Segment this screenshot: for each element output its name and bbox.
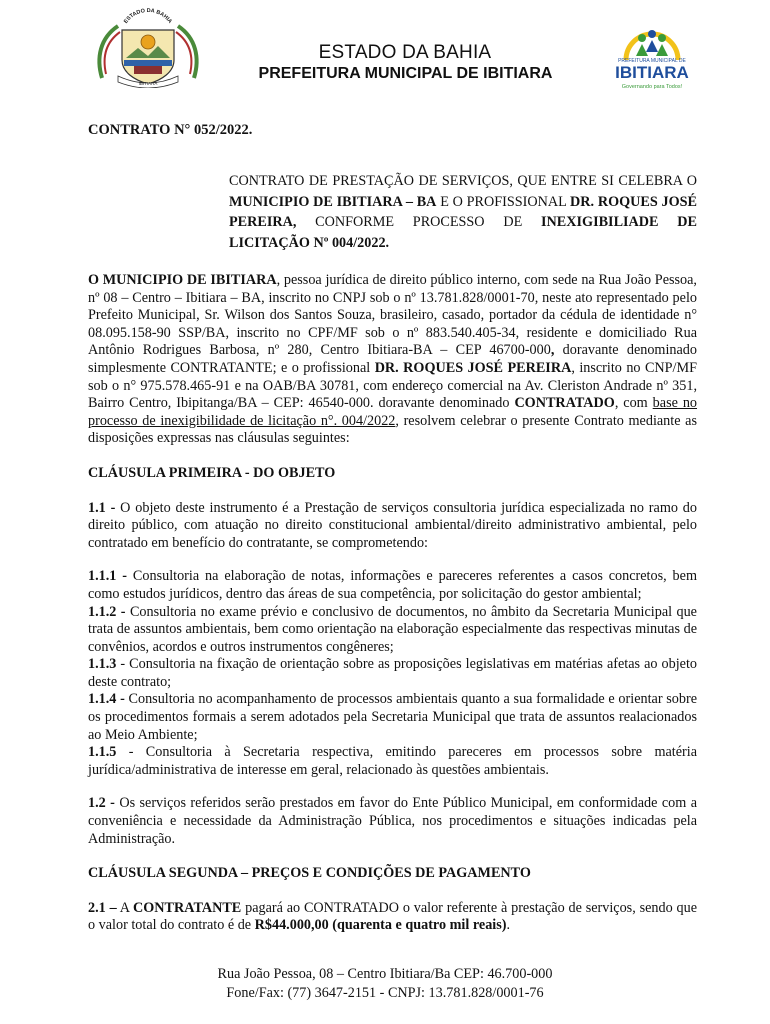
svg-text:ESTADO DA BAHIA [123, 8, 173, 25]
clause-2-title: CLÁUSULA SEGUNDA – PREÇOS E CONDIÇÕES DE PAGAMENTO [88, 865, 531, 882]
logo-slogan: Governando para Todos! [621, 84, 683, 90]
clause-1-1-1: 1.1.1 - Consultoria na elaboração de notas, informações e pareceres referentes a casos concretos, bem como estudos jurídicos, dentro das áreas de sua competência, por solicitação do gestor ambiental; [88, 568, 697, 602]
logo-name: IBITIARA [615, 63, 689, 82]
prefeitura-title: PREFEITURA MUNICIPAL DE IBITIARA [258, 65, 553, 82]
clause-1-1-3: 1.1.3 - Consultoria na fixação de orientação sobre as proposições legislativas em matérias afetas ao objeto deste contrato; [88, 656, 697, 690]
footer-contact: Fone/Fax: (77) 3647-2151 - CNPJ: 13.781.828/0001-76 [226, 985, 544, 1001]
people-circle-logo-icon [604, 26, 700, 92]
municipal-coat-of-arms-icon [92, 8, 204, 88]
clause-1-1-4: 1.1.4 - Consultoria no acompanhamento de processos ambientais quanto a sua formalidade e orientar sobre os procedimentos formais a serem adotados pela Secretaria Municipal que trata de assuntos realacionados ao Meio Ambiente; [88, 691, 697, 743]
contract-preamble: CONTRATO DE PRESTAÇÃO DE SERVIÇOS, QUE ENTRE SI CELEBRA O MUNICIPIO DE IBITIARA – BA E O PROFISSIONAL DR. ROQUES JOSÉ PEREIRA, CONFORME PROCESSO DE INEXIGIBILIADE DE LICITAÇÃO Nº 004/2022. [229, 173, 698, 251]
clause-1-1: 1.1 - O objeto deste instrumento é a Prestação de serviços consultoria jurídica especializada no ramo do direito público, com atuação no direito constitucional ambiental/direito administrativo ambiental, pelo contratado em benefício do contratante, se comprometendo: [88, 499, 697, 551]
crest-top-label: ESTADO DA BAHIA [123, 8, 173, 25]
intro-paragraph: O MUNICIPIO DE IBITIARA, pessoa jurídica de direito público interno, com sede na Rua João Pessoa, nº 08 – Centro – Ibitiara – BA, inscrito no CNPJ sob o nº 13.781.828/0001-70, neste ato representado pelo Prefeito Municipal, Sr. Wilson dos Santos Souza, brasileiro, casado, portador da cédula de identidade n° 08.095.158-90 SSP/BA, inscrito no CPF/MF sob o nº 883.540.405-34, residente e domiciliado Rua Antônio Rodrigues Barbosa, nº 280, Centro Ibitiara-BA – CEP 46700-000, doravante denominado simplesmente CONTRATANTE; e o profissional DR. ROQUES JOSÉ PEREIRA, inscrito no CNP/MF sob o n° 975.578.465-91 e na OAB/BA 30781, com endereço comercial na Av. Cleriston Andrade nº 351, Bairro Centro, Ibipitanga/BA – CEP: 46540-000. doravante denominado CONTRATADO, com base no processo de inexigibilidade de licitação n°. 004/2022, resolvem celebrar o presente Contrato mediante as disposições expressas nas cláusulas seguintes: [88, 272, 698, 447]
clause-1-1-5: 1.1.5 - Consultoria à Secretaria respectiva, emitindo pareceres em processos sobre matéria jurídica/administrativa de interesse em geral, relacionado às questões ambientais. [88, 744, 697, 778]
clause-1-2: 1.2 - Os serviços referidos serão prestados em favor do Ente Público Municipal, em conformidade com a conveniência e necessidade da Administração Pública, nos procedimentos e situações indicadas pela Administração. [88, 795, 697, 847]
contract-number: CONTRATO N° 052/2022. [88, 122, 253, 138]
footer-address: Rua João Pessoa, 08 – Centro Ibitiara/Ba CEP: 46.700-000 [217, 966, 553, 982]
crest-bottom-label: IBITIARA [138, 81, 158, 86]
logo-small-label: PREFEITURA MUNICIPAL DE [618, 58, 686, 64]
contract-body [88, 272, 697, 935]
clause-1-1-2: 1.1.2 - Consultoria no exame prévio e conclusivo de documentos, no âmbito da Secretaria Municipal que trata de assuntos ambientais, bem como orientação na elaboração especialmente das respectivas minutas de convênios, acordos e outros instrumentos congêneres; [88, 603, 697, 655]
clause-2-1: 2.1 – A CONTRATANTE pagará ao CONTRATADO o valor referente à prestação de serviços, sendo que o valor total do contrato é de R$44.000,00 (quarenta e quatro mil reais). [88, 899, 697, 934]
clause-1-title: CLÁUSULA PRIMEIRA - DO OBJETO [88, 464, 336, 481]
state-title: ESTADO DA BAHIA [318, 42, 492, 63]
